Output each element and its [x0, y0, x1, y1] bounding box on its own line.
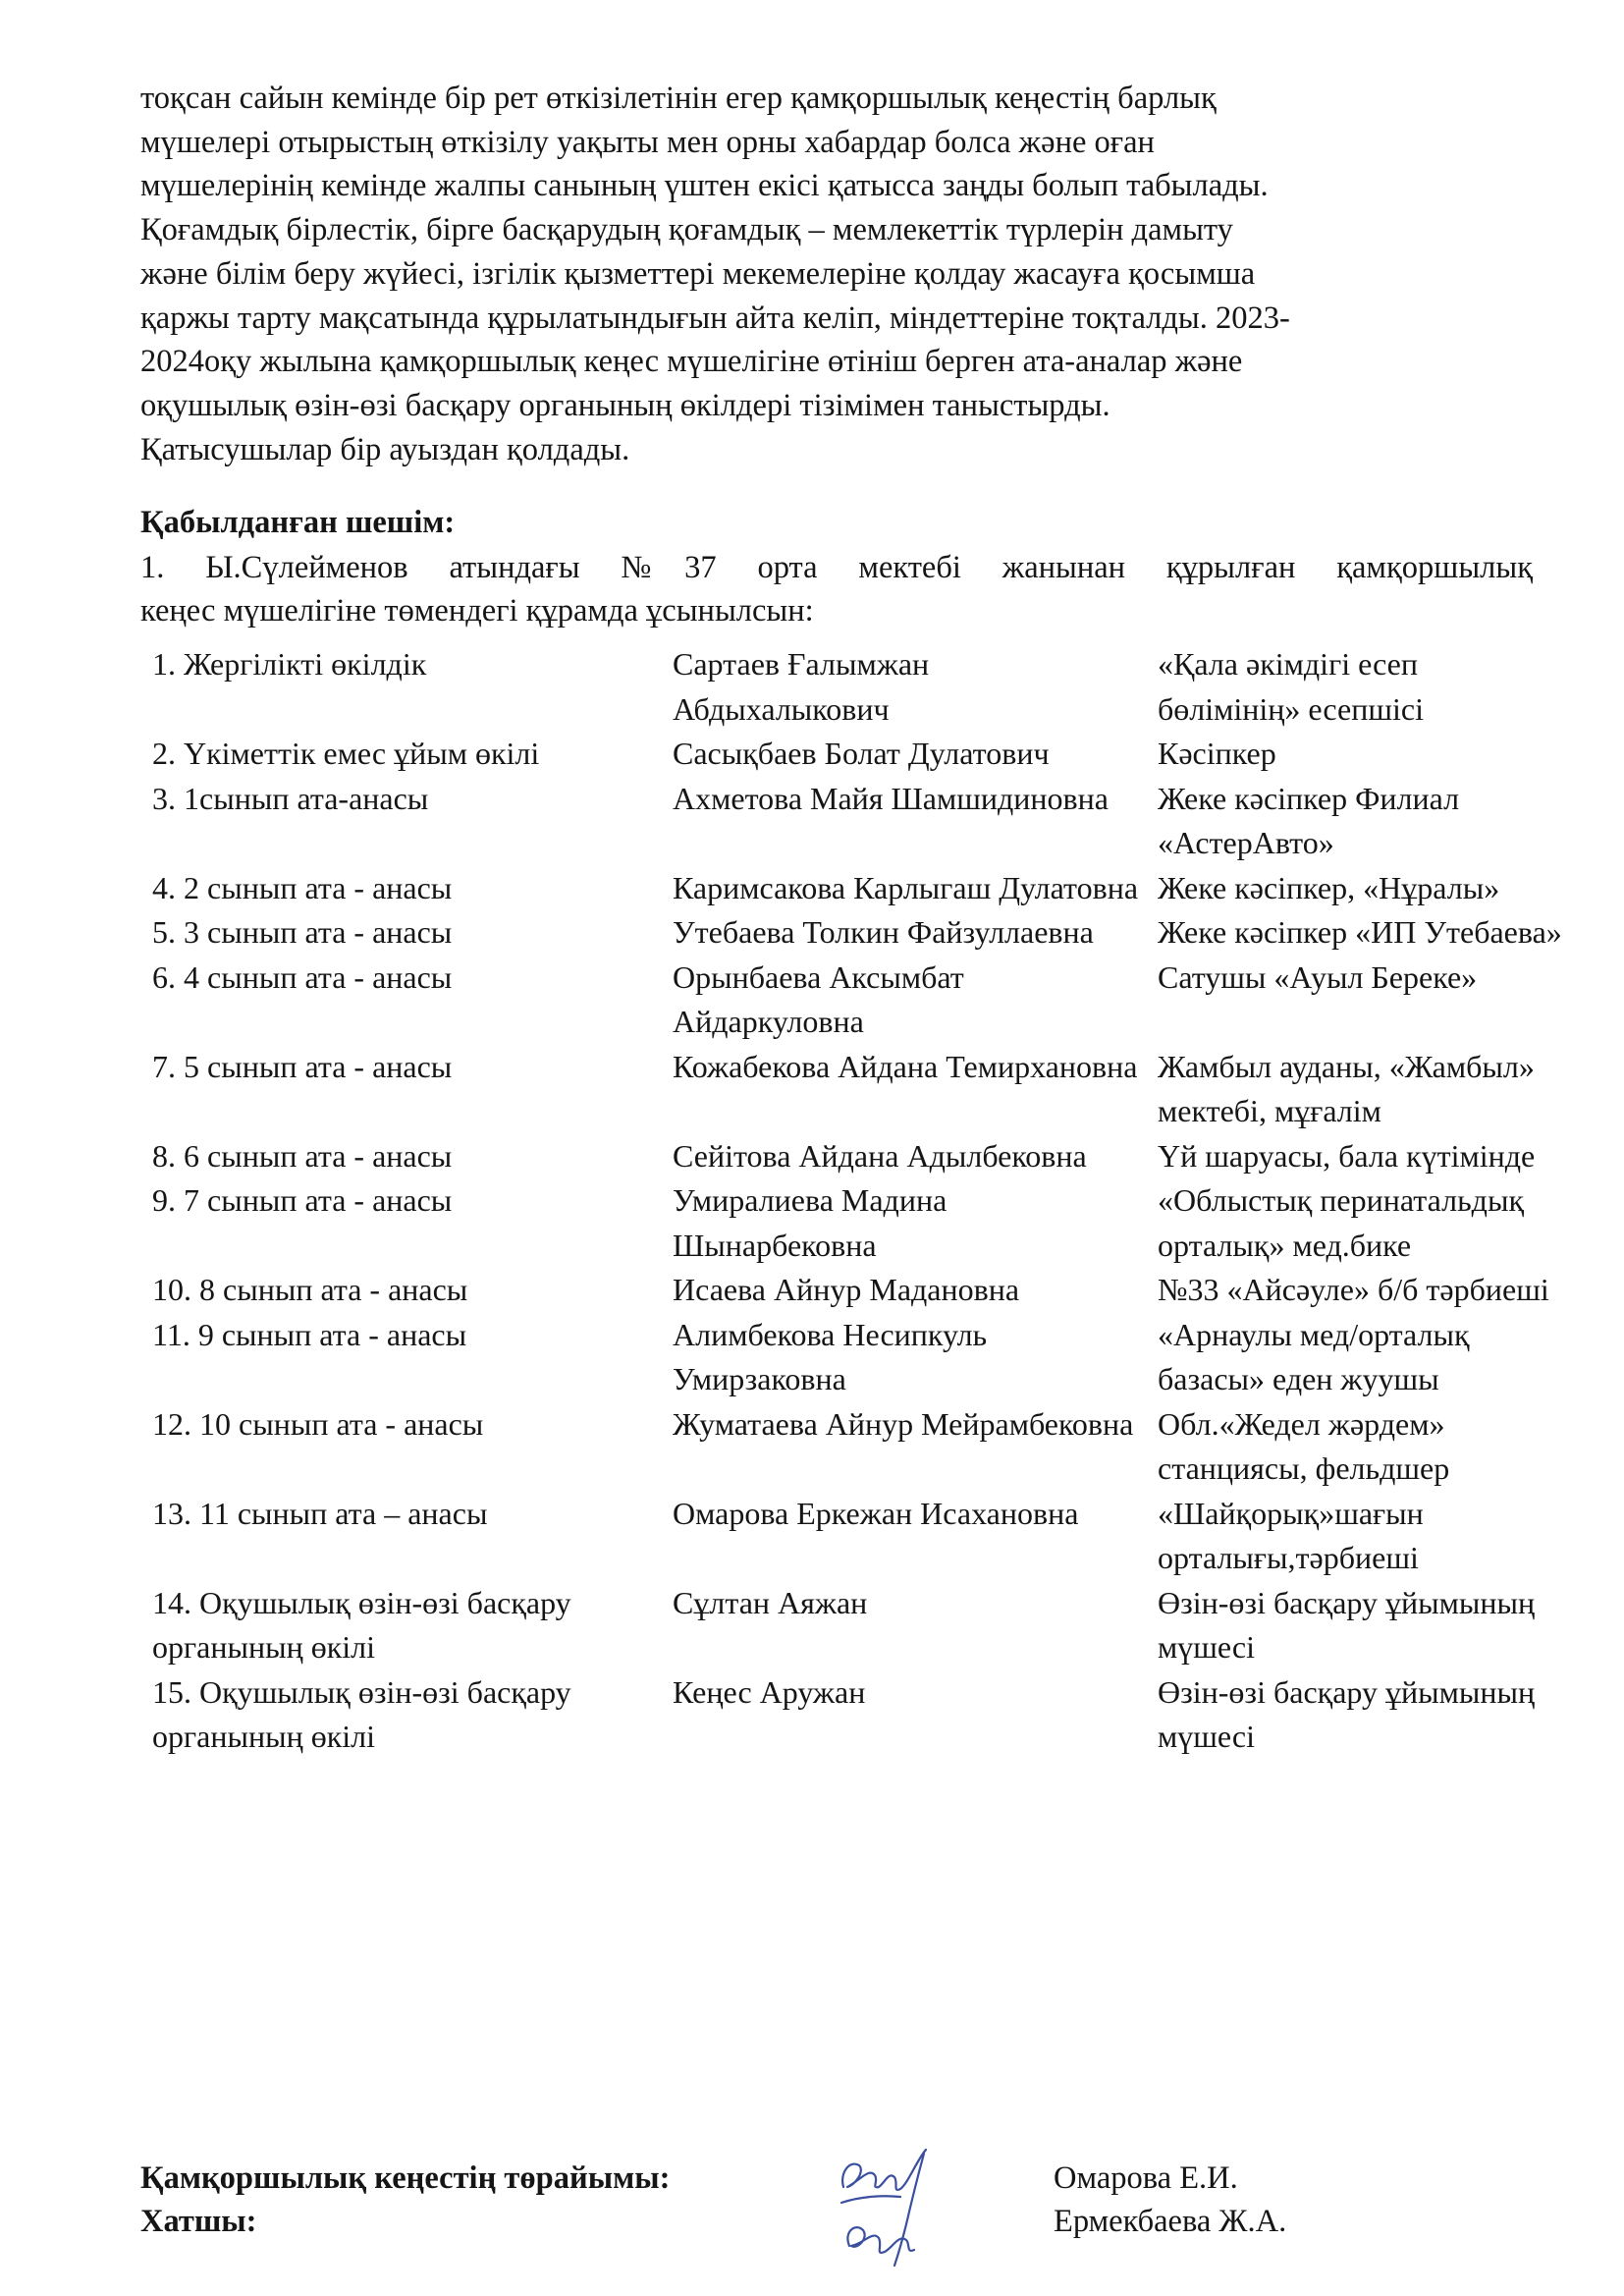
member-job: Обл.«Жедел жәрдем» станциясы, фельдшер	[1158, 1405, 1450, 1486]
member-job: Үй шаруасы, бала күтімінде	[1158, 1137, 1536, 1174]
table-row	[137, 642, 1570, 732]
intro-line: Қоғамдық бірлестік, бірге басқарудың қоғамдық – мемлекеттік түрлерін дамыту	[140, 212, 1233, 248]
member-position: 3. 1сынып ата-анасы	[152, 780, 429, 816]
table-row	[137, 777, 1570, 866]
member-job: Жеке кәсіпкер Филиал «АстерАвто»	[1158, 780, 1460, 860]
secretary-name: Ермекбаева Ж.А.	[1054, 2204, 1287, 2239]
member-name: Сасықбаев Болат Дулатович	[673, 736, 1050, 771]
table-row	[137, 1492, 1570, 1581]
member-job: Кәсіпкер	[1158, 736, 1276, 771]
member-position: 2. Үкіметтік емес ұйым өкілі	[152, 736, 540, 771]
table-row	[137, 1268, 1570, 1313]
intro-line: оқушылық өзін-өзі басқару органының өкілдері тізімімен таныстырды.	[140, 387, 1110, 423]
table-row	[137, 1313, 1570, 1402]
member-job: «Қала әкімдігі есеп бөлімінің» есепшісі	[1158, 646, 1424, 727]
member-name: Умиралиева Мадина Шынарбековна	[673, 1182, 947, 1263]
member-position: 8. 6 сынып ата - анасы	[152, 1137, 453, 1174]
member-job: «Шайқорық»шағын орталығы,тәрбиеші	[1158, 1495, 1424, 1575]
chair-name: Омарова Е.И.	[1054, 2160, 1238, 2196]
decision-line: кеңес мүшелігіне төмендегі құрамда ұсынылсын:	[140, 593, 814, 629]
table-row	[137, 1402, 1570, 1492]
member-position: 11. 9 сынып ата - анасы	[152, 1316, 467, 1352]
member-job: Жеке кәсіпкер «ИП Утебаева»	[1158, 914, 1562, 950]
intro-line: қаржы тарту мақсатында құрылатындығын айта келіп, міндеттеріне тоқталды. 2023-	[140, 300, 1290, 336]
chair-role: Қамқоршылық кеңестің төрайымы:	[140, 2160, 671, 2196]
member-name: Орынбаева Аксымбат Айдаркуловна	[673, 958, 964, 1039]
table-row	[137, 1178, 1570, 1268]
member-job: Өзін-өзі басқару ұйымының мүшесі	[1158, 1673, 1536, 1754]
intro-paragraph	[140, 77, 1533, 471]
member-position: 5. 3 сынып ата - анасы	[152, 914, 453, 950]
member-name: Жуматаева Айнур Мейрамбековна	[673, 1405, 1134, 1442]
member-name: Утебаева Толкин Файзуллаевна	[673, 914, 1094, 950]
member-name: Омарова Еркежан Исахановна	[673, 1495, 1079, 1531]
intro-line: тоқсан сайын кемінде бір рет өткізілетінін егер қамқоршылық кеңестің барлық	[140, 81, 1217, 116]
intro-line: 2024оқу жылына қамқоршылық кеңес мүшелігіне өтініш берген ата-аналар және	[140, 344, 1243, 380]
decision-text	[140, 546, 1533, 632]
member-name: Ахметова Майя Шамшидиновна	[673, 780, 1109, 816]
member-name: Сартаев Ғалымжан Абдыхалыкович	[673, 646, 930, 727]
table-row	[137, 1134, 1570, 1179]
handwritten-signature	[830, 2136, 947, 2273]
member-name: Кеңес Аружан	[673, 1673, 866, 1710]
table-row	[137, 910, 1570, 956]
table-row	[137, 732, 1570, 777]
table-row	[137, 1670, 1570, 1760]
decision-line: 1. Ы.Сүлейменов атындағы №37 орта мектебі жанынан құрылған қамқоршылық	[140, 550, 1533, 585]
members-table	[137, 642, 1570, 1760]
member-name: Сұлтан Аяжан	[673, 1584, 868, 1620]
member-position: 4. 2 сынып ата - анасы	[152, 869, 453, 905]
member-job: Сатушы «Ауыл Береке»	[1158, 958, 1478, 995]
table-row	[137, 866, 1570, 911]
member-position: 6. 4 сынып ата - анасы	[152, 958, 453, 995]
member-position: 15. Оқушылық өзін-өзі басқару органының өкілі	[152, 1673, 571, 1754]
member-position: 13. 11 сынып ата – анасы	[152, 1495, 488, 1531]
intro-line: мүшелерінің кемінде жалпы санының үштен екісі қатысса заңды болып табылады.	[140, 168, 1269, 204]
member-job: «Арнаулы мед/орталық базасы» еден жуушы	[1158, 1316, 1470, 1396]
member-name: Сейітова Айдана Адылбековна	[673, 1137, 1087, 1174]
secretary-role: Хатшы:	[140, 2204, 257, 2239]
intro-line: мүшелері отырыстың өткізілу уақыты мен орны хабардар болса және оған	[140, 124, 1155, 160]
table-row	[137, 1045, 1570, 1134]
member-name: Исаева Айнур Мадановна	[673, 1272, 1020, 1307]
member-position: 12. 10 сынып ата - анасы	[152, 1405, 484, 1442]
member-position: 1. Жергілікті өкілдік	[152, 646, 427, 682]
member-name: Каримсакова Карлыгаш Дулатовна	[673, 869, 1139, 905]
intro-line: Қатысушылар бір ауыздан қолдады.	[140, 431, 630, 467]
table-row	[137, 956, 1570, 1045]
member-job: №33 «Айсәуле» б/б тәрбиеші	[1158, 1272, 1549, 1307]
member-position: 14. Оқушылық өзін-өзі басқару органының өкілі	[152, 1584, 571, 1665]
member-job: Жамбыл ауданы, «Жамбыл» мектебі, мұғалім	[1158, 1048, 1535, 1128]
member-name: Алимбекова Несипкуль Умирзаковна	[673, 1316, 988, 1396]
intro-line: және білім беру жүйесі, ізгілік қызметтері мекемелеріне қолдау жасауға қосымша	[140, 255, 1256, 292]
member-name: Кожабекова Айдана Темирхановна	[673, 1048, 1138, 1084]
member-position: 9. 7 сынып ата - анасы	[152, 1182, 453, 1218]
member-job: Өзін-өзі басқару ұйымының мүшесі	[1158, 1584, 1536, 1665]
decision-heading: Қабылданған шешім:	[140, 505, 456, 540]
member-position: 7. 5 сынып ата - анасы	[152, 1048, 453, 1084]
table-row	[137, 1581, 1570, 1670]
member-position: 10. 8 сынып ата - анасы	[152, 1272, 468, 1307]
member-job: «Облыстық перинатальдық орталық» мед.бике	[1158, 1182, 1524, 1263]
member-job: Жеке кәсіпкер, «Нұралы»	[1158, 869, 1500, 905]
